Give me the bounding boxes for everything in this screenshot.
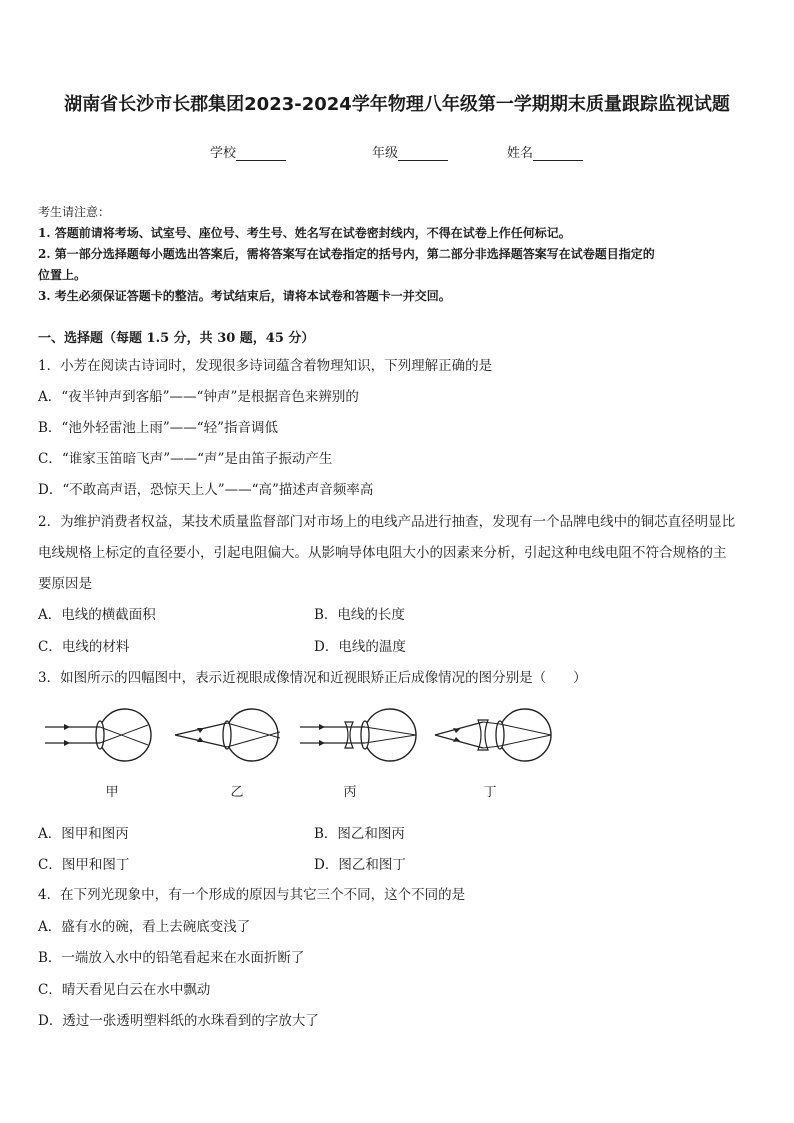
eye-diagram-bing [295,700,425,770]
school-blank[interactable] [236,146,286,161]
q2-stem-line-3: 要原因是 [38,576,92,592]
caption-jia: 甲 [105,785,119,800]
q2-option-a[interactable]: A．电线的横截面积 [38,607,156,623]
q3-option-c[interactable]: C．图甲和图丁 [38,857,130,873]
q3-option-b[interactable]: B．图乙和图丙 [314,826,405,842]
q4-option-c[interactable]: C．晴天看见白云在水中飘动 [38,982,211,998]
q2-option-c[interactable]: C．电线的材料 [38,639,130,655]
name-blank[interactable] [533,146,583,161]
grade-blank[interactable] [398,146,448,161]
notice-line-3: 3. 考生必须保证答题卡的整洁。考试结束后，请将本试卷和答题卡一并交回。 [38,289,451,303]
q4-option-b[interactable]: B．一端放入水中的铅笔看起来在水面折断了 [38,950,305,966]
eye-diagram-jia [40,700,160,770]
school-field[interactable] [210,142,286,161]
eye-diagram-ding [430,700,560,770]
school-label: 学校 [210,146,237,161]
notice-line-2-cont: 位置上。 [38,268,87,282]
eye-diagram-yi [170,700,290,770]
q1-option-a[interactable]: A．“夜半钟声到客船”——“钟声”是根据音色来辨别的 [38,389,359,405]
notice-line-1: 1. 答题前请将考场、试室号、座位号、考生号、姓名写在试卷密封线内，不得在试卷上作任何标记。 [38,226,571,240]
grade-label: 年级 [372,146,399,161]
name-label: 姓名 [507,146,534,161]
q4-stem: 4．在下列光现象中，有一个形成的原因与其它三个不同，这个不同的是 [38,887,466,903]
q1-option-d[interactable]: D．“不敢高声语，恐惊天上人”——“高”描述声音频率高 [38,482,374,498]
q3-option-d[interactable]: D．图乙和图丁 [314,857,406,873]
grade-field[interactable] [372,142,448,161]
notice-heading: 考生请注意： [38,205,111,219]
caption-yi: 乙 [230,785,244,800]
q4-option-a[interactable]: A．盛有水的碗，看上去碗底变浅了 [38,919,251,935]
q2-stem-line-2: 电线规格上标定的直径要小，引起电阻偏大。从影响导体电阻大小的因素来分析，引起这种电线电阻不符合规格的主 [38,545,727,561]
caption-ding: 丁 [483,785,497,800]
q4-option-d[interactable]: D．透过一张透明塑料纸的水珠看到的字放大了 [38,1013,319,1029]
q2-option-b[interactable]: B．电线的长度 [314,607,405,623]
q1-stem: 1．小芳在阅读古诗词时，发现很多诗词蕴含着物理知识，下列理解正确的是 [38,358,493,374]
section-heading: 一、选择题（每题 1.5 分，共 30 题，45 分） [38,331,315,346]
q1-option-b[interactable]: B．“池外轻雷池上雨”——“轻”指音调低 [38,420,279,436]
q1-option-c[interactable]: C．“谁家玉笛暗飞声”——“声”是由笛子振动产生 [38,451,333,467]
caption-bing: 丙 [343,785,357,800]
exam-title: 湖南省长沙市长郡集团2023-2024学年物理八年级第一学期期末质量跟踪监视试题 [64,94,730,115]
q3-option-a[interactable]: A．图甲和图丙 [38,826,129,842]
q2-option-d[interactable]: D．电线的温度 [314,639,406,655]
q3-stem: 3．如图所示的四幅图中，表示近视眼成像情况和近视眼矫正后成像情况的图分别是（ ） [38,670,587,686]
name-field[interactable] [507,142,583,161]
notice-line-2: 2. 第一部分选择题每小题选出答案后，需将答案写在试卷指定的括号内，第二部分非选择题答案写在试卷题目指定的 [38,247,655,261]
q2-stem-line-1: 2．为维护消费者权益，某技术质量监督部门对市场上的电线产品进行抽查，发现有一个品牌电线中的铜芯直径明显比 [38,514,736,530]
